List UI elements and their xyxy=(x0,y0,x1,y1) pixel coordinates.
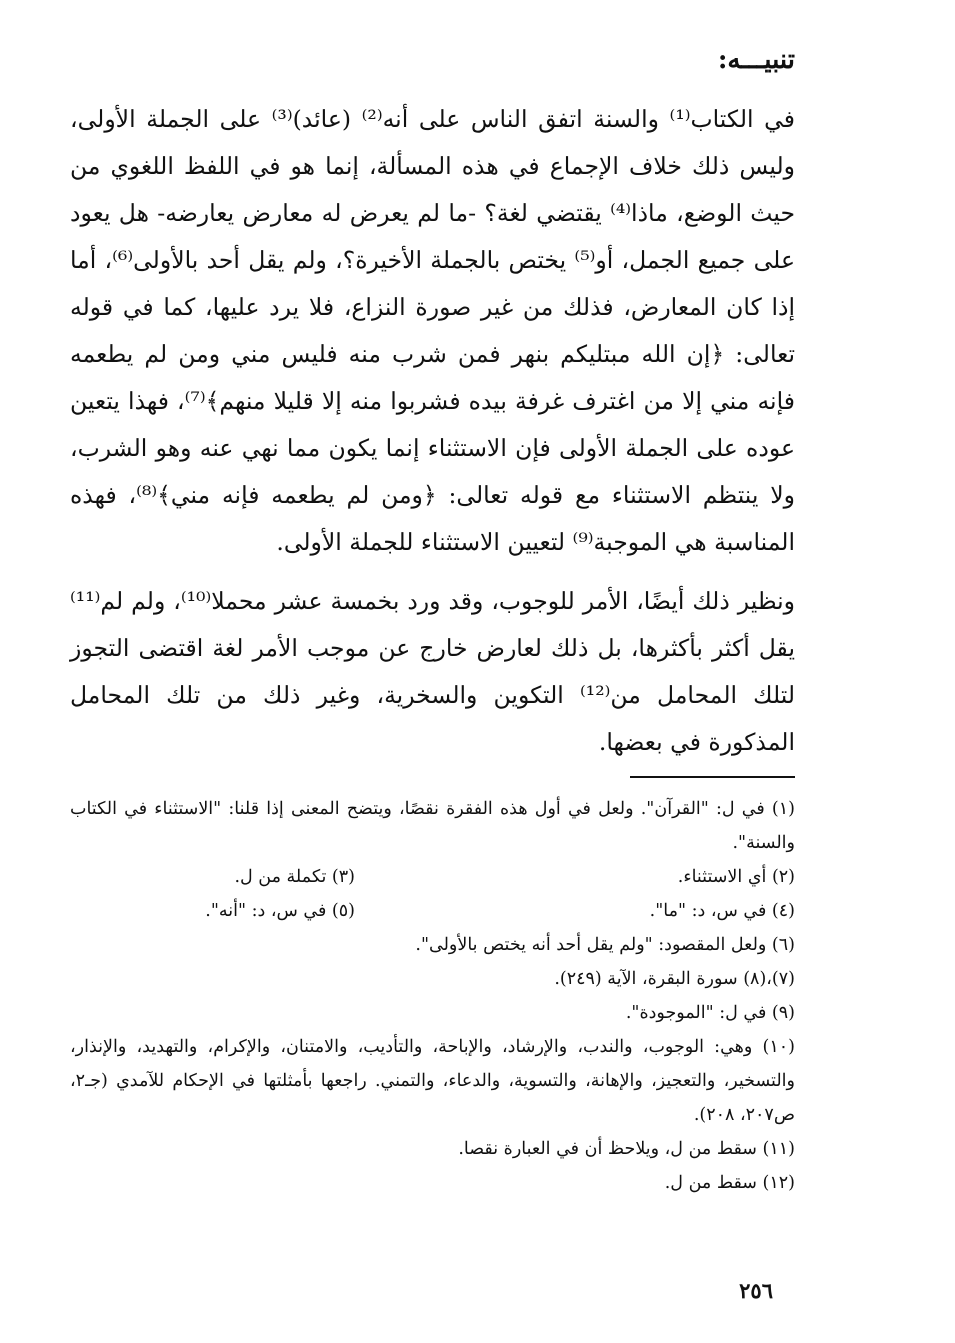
page-number: ٢٥٦ xyxy=(739,1278,773,1303)
footnote-11: (١١) سقط من ل، ويلاحظ أن في العبارة نقصا. xyxy=(458,1139,795,1159)
footnote-6: (٦) ولعل المقصود: "ولم يقل أحد أنه يختص بالأولى". xyxy=(415,935,795,955)
footnote-2: (٢) أي الاستثناء. xyxy=(677,867,795,887)
footnote-3: (٣) تكملة من ل. xyxy=(234,867,355,887)
document-page xyxy=(70,40,795,1320)
footnote-1: (١) في ل: "القرآن". ولعل في أول هذه الفقرة نقصًا، ويتضح المعنى إذا قلنا: "الاستثناء في الكتاب والسنة". xyxy=(70,799,795,853)
section-heading: تنبيـــه: xyxy=(717,45,795,75)
paragraph-1: في الكتاب⁽¹⁾ والسنة اتفق الناس على أنه⁽²⁾ (عائد)⁽³⁾ على الجملة الأولى، وليس ذلك خلاف الإجماع في هذه المسألة، إنما هو في اللفظ اللغوي من حيث الوضع، ماذا⁽⁴⁾ يقتضي لغة؟ -ما لم يعرض له معارض يعارضه- هل يعود على جميع الجمل، أو⁽⁵⁾ يختص بالجملة الأخيرة؟، ولم يقل أحد بالأولى⁽⁶⁾، أما إذا كان المعارض، فذلك من غير صورة النزاع، فلا يرد عليها، كما في قوله تعالى: ﴿إن الله مبتليكم بنهر فمن شرب منه فليس مني ومن لم يطعمه فإنه مني إلا من اغترف غرفة بيده فشربوا منه إلا قليلا منهم﴾⁽⁷⁾، فهذا يتعين عوده على الجملة الأولى فإن الاستثناء إنما يكون مما نهي عنه وهو الشرب، ولا ينتظم الاستثناء مع قوله تعالى: ﴿ومن لم يطعمه فإنه مني﴾⁽⁸⁾، فهذه المناسبة هي الموجبة⁽⁹⁾ لتعيين الاستثناء للجملة الأولى. xyxy=(70,105,795,556)
footnote-12: (١٢) سقط من ل. xyxy=(664,1173,795,1193)
footnote-9: (٩) في ل: "الموجودة". xyxy=(625,1003,795,1023)
footnote-4: (٤) في س، د: "ما". xyxy=(649,901,795,921)
footnote-5: (٥) في س، د: "أنه". xyxy=(205,901,355,921)
footnote-10: (١٠) وهي: الوجوب، والندب، والإرشاد، والإباحة، والتأديب، والامتنان، والإكرام، والتهديد، والإنذار، والتسخير، والتعجيز، والإهانة، والتسوية، والدعاء، والتمني. راجعها بأمثلتها في الإحكام للآمدي (جـ٢، ص٢٠٧، ٢٠٨). xyxy=(70,1037,795,1125)
footnote-row-4-5 xyxy=(70,894,795,928)
footnote-7-8: (٧)،(٨) سورة البقرة، الآية (٢٤٩). xyxy=(554,969,795,989)
main-text xyxy=(70,96,795,766)
paragraph-2: ونظير ذلك أيضًا، الأمر للوجوب، وقد ورد بخمسة عشر محملا⁽¹⁰⁾، ولم لم⁽¹¹⁾ يقل أكثر بأكثرها، بل ذلك لعارض خارج عن موجب الأمر لغة اقتضى التجوز لتلك المحامل من⁽¹²⁾ التكوين والسخرية، وغير ذلك من تلك المحامل المذكورة في بعضها. xyxy=(70,587,796,756)
footnote-divider xyxy=(630,776,795,778)
footnotes xyxy=(70,792,795,1200)
footnote-row-2-3 xyxy=(70,860,795,894)
